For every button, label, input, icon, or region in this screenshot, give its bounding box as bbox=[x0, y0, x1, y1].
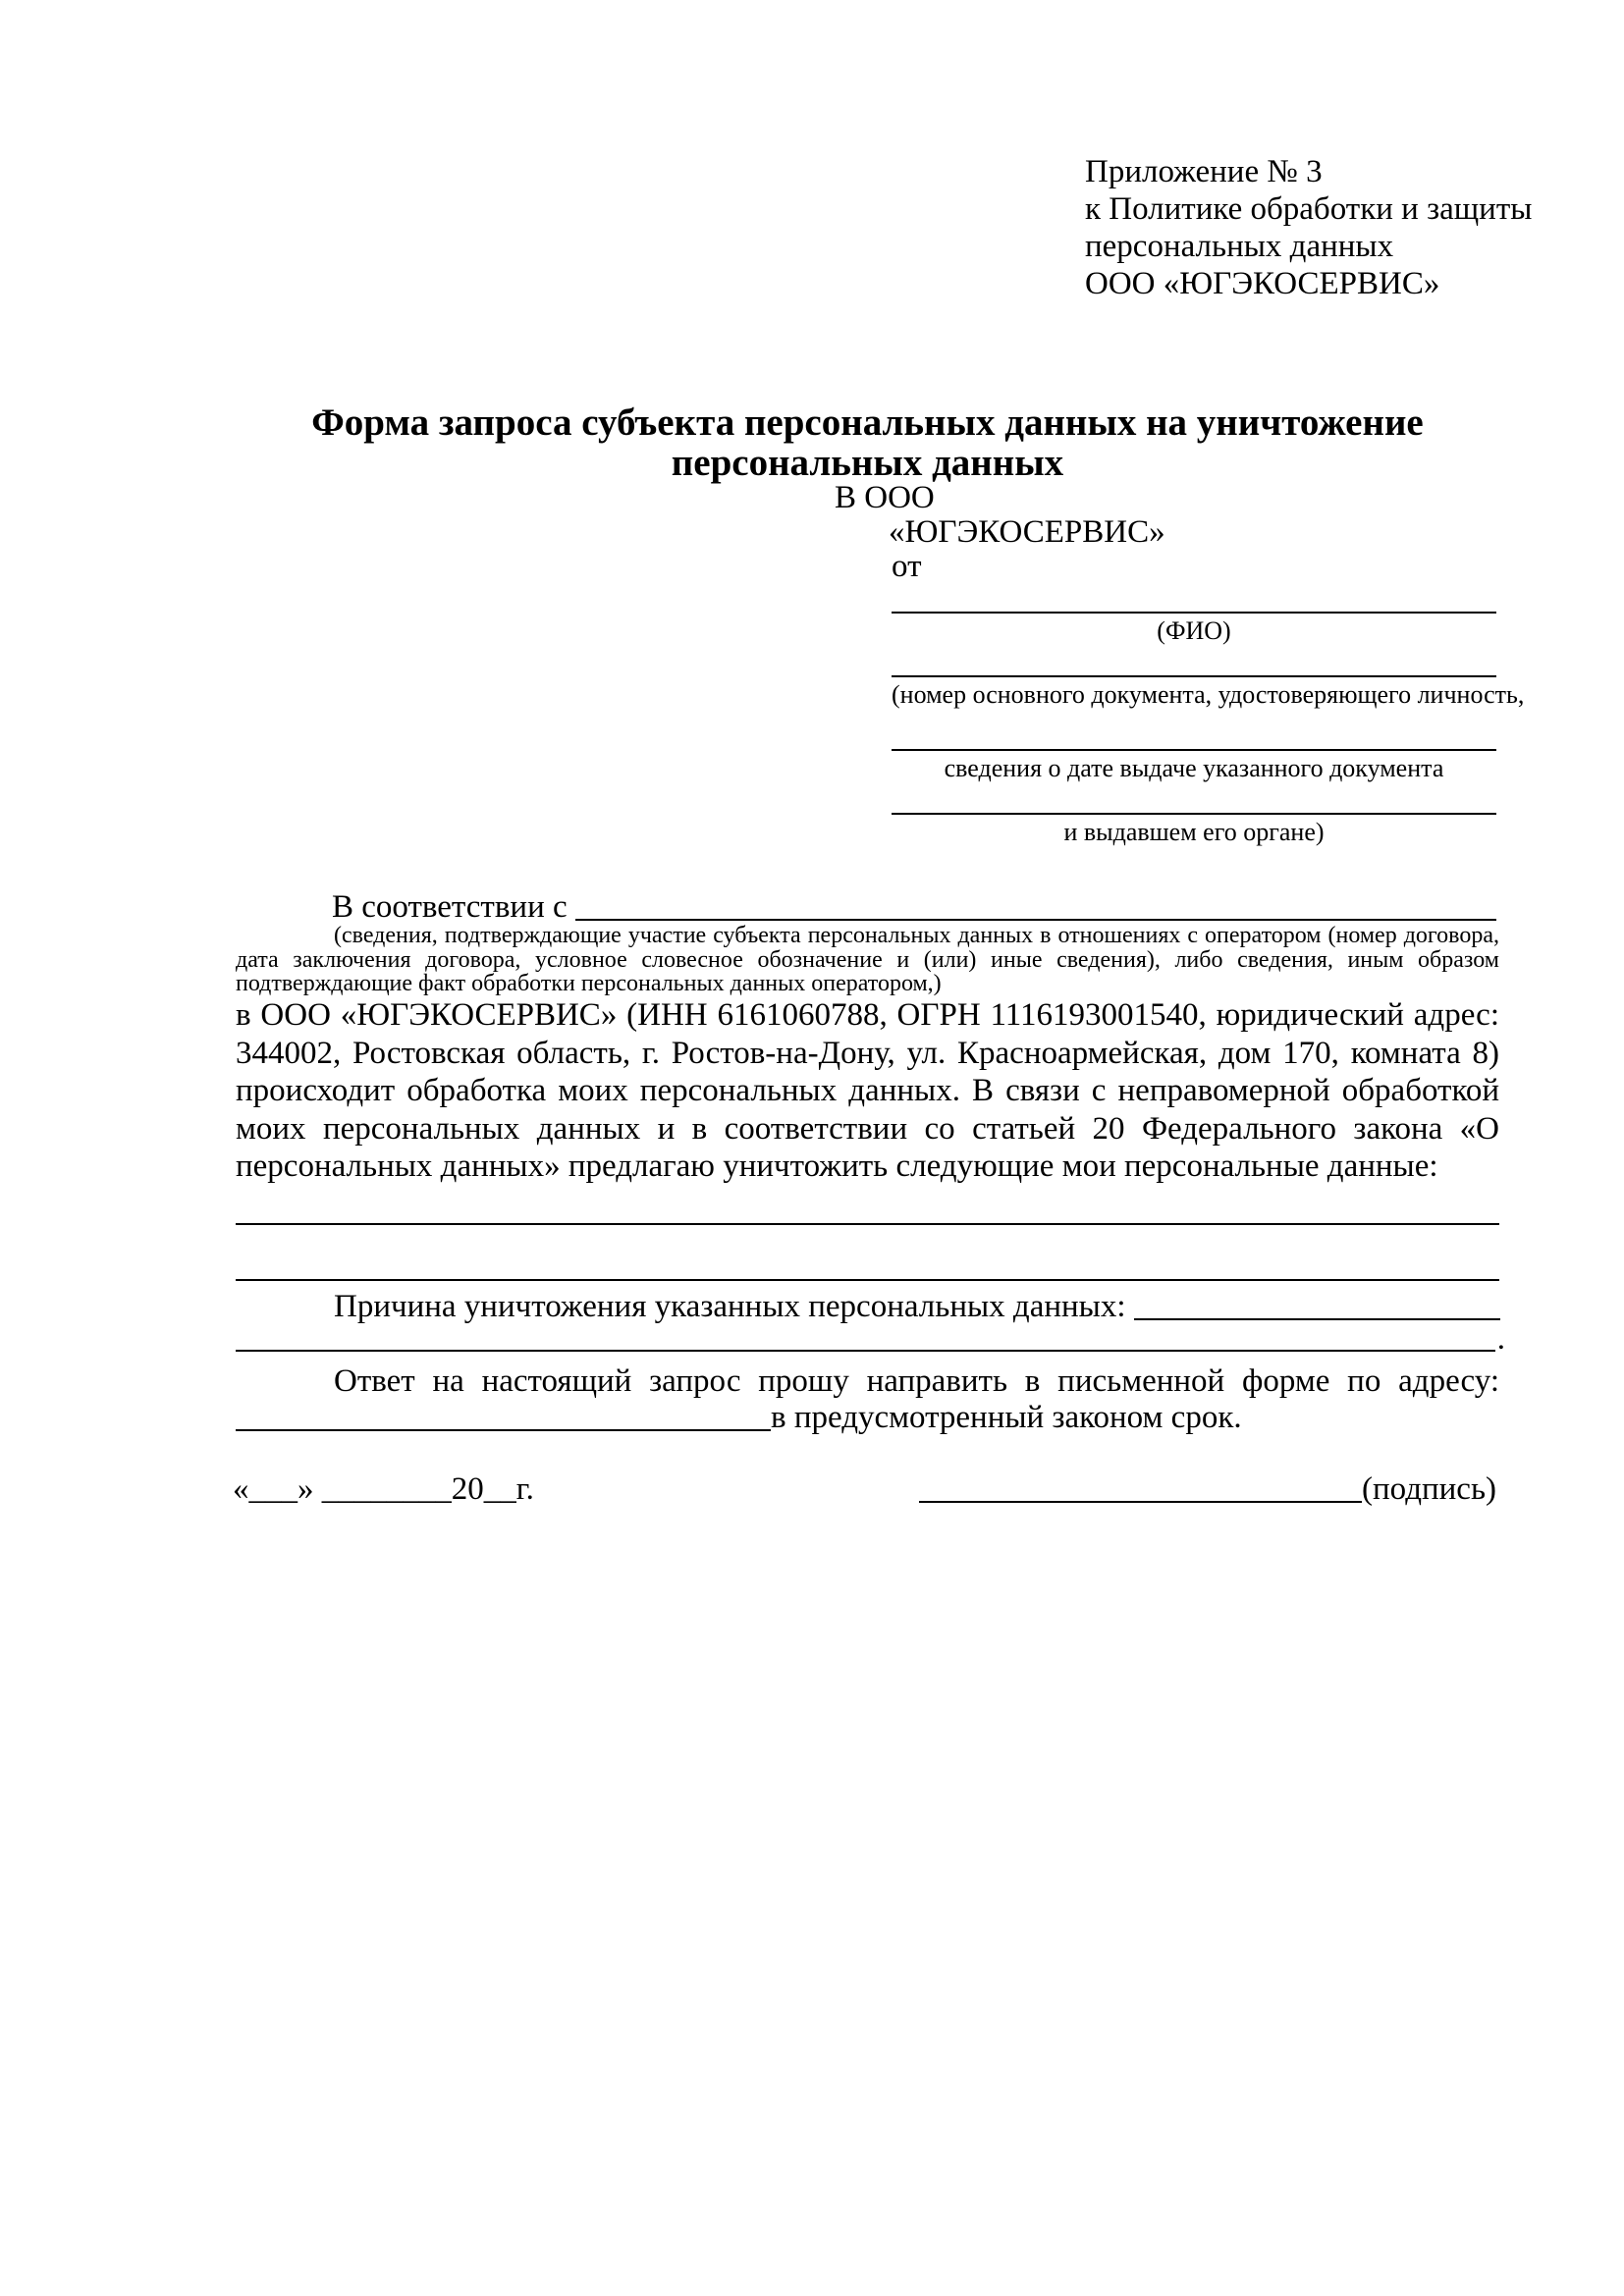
personal-data-blank-line-2 bbox=[236, 1279, 1499, 1281]
body-paragraph: в ООО «ЮГЭКОСЕРВИС» (ИНН 6161060788, ОГРН 1116193001540, юридический адрес: 344002, Ростовская область, г. Ростов-на-Дону, ул. Красноармейская, дом 170, комната 8) происходит обработка моих персональных данных. В связи с неправомерной обработкой моих персональных данных и в соответствии со статьей 20 Федерального закона «О персональных данных» предлагаю уничтожить следующие мои персональные данные: bbox=[236, 997, 1499, 1184]
fio-blank-line bbox=[892, 612, 1496, 614]
reason-continuation-row bbox=[236, 1320, 1505, 1358]
reason-label: Причина уничтожения указанных персональных данных: bbox=[334, 1289, 1126, 1324]
document-number-caption: (номер основного документа, удостоверяющего личность, bbox=[892, 680, 1525, 709]
accordance-blank-line bbox=[575, 888, 1496, 921]
signature-blank-line bbox=[919, 1470, 1362, 1503]
issue-date-blank-line bbox=[892, 749, 1496, 751]
issuing-authority-caption: и выдавшем его органе) bbox=[1063, 818, 1325, 846]
answer-request-line: Ответ на настоящий запрос прошу направить в письменной форме по адресу: bbox=[334, 1363, 1499, 1399]
document-title bbox=[236, 402, 1499, 483]
personal-data-blank-line-1 bbox=[236, 1223, 1499, 1225]
appendix-line: персональных данных bbox=[1085, 229, 1394, 264]
reason-blank-line-2 bbox=[236, 1320, 1495, 1352]
fio-caption: (ФИО) bbox=[1157, 616, 1231, 645]
addressee-company-name: «ЮГЭКОСЕРВИС» bbox=[889, 514, 1165, 550]
answer-address-row bbox=[236, 1399, 1499, 1436]
document-title-line1: Форма запроса субъекта персональных данных на уничтожение bbox=[311, 401, 1424, 444]
signature-caption: (подпись) bbox=[1362, 1471, 1496, 1507]
accordance-label: В соответствии с bbox=[332, 889, 568, 925]
appendix-line: к Политике обработки и защиты bbox=[1085, 191, 1533, 227]
appendix-line: Приложение № 3 bbox=[1085, 154, 1323, 189]
answer-term-text: в предусмотренный законом срок. bbox=[771, 1400, 1242, 1435]
document-title-line2: персональных данных bbox=[671, 442, 1064, 484]
reason-blank-line bbox=[1134, 1288, 1500, 1320]
issuing-authority-blank-line bbox=[892, 813, 1496, 815]
appendix-block bbox=[1085, 153, 1532, 302]
issue-date-caption: сведения о дате выдаче указанного документа bbox=[944, 754, 1444, 782]
accordance-row bbox=[332, 888, 1496, 926]
addressee-from-label: от bbox=[892, 549, 922, 584]
addressee-company-prefix: В ООО bbox=[835, 480, 935, 515]
fineprint-clause: (сведения, подтверждающие участие субъекта персональных данных в отношениях с оператором (номер договора, дата заключения договора, условное словесное обозначение и (или) иные сведения), либо сведения, иным образом подтверждающие факт обработки персональных данных оператором,) bbox=[236, 923, 1499, 996]
address-blank-line bbox=[236, 1399, 771, 1431]
date-blank: «___» ________20__г. bbox=[233, 1471, 534, 1507]
appendix-line: ООО «ЮГЭКОСЕРВИС» bbox=[1085, 266, 1440, 301]
document-number-blank-line bbox=[892, 675, 1496, 677]
period-mark: . bbox=[1496, 1321, 1505, 1357]
signature-row bbox=[919, 1470, 1496, 1508]
